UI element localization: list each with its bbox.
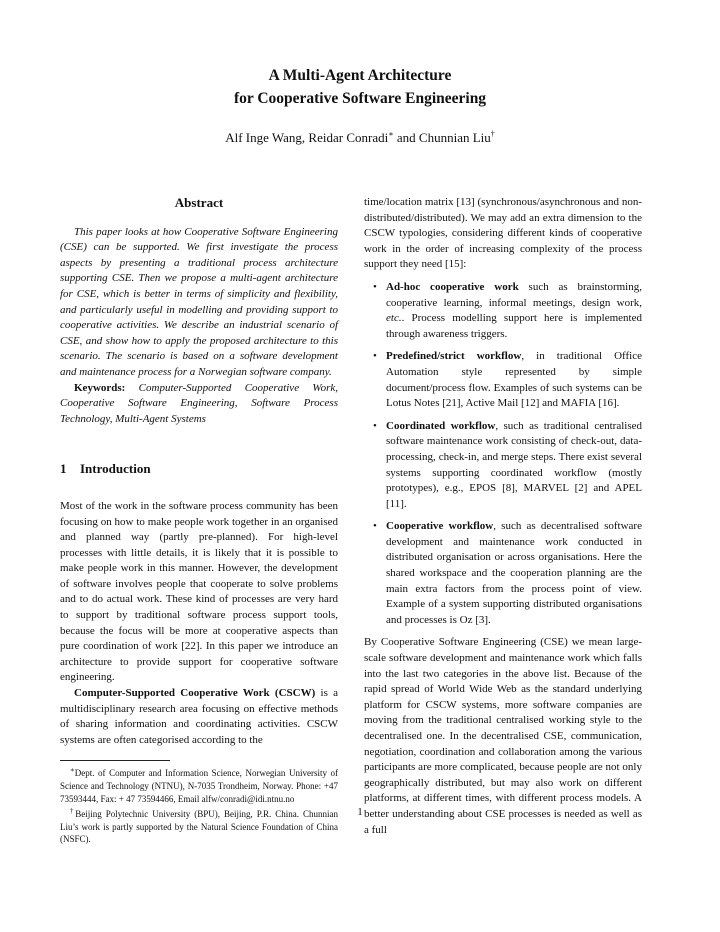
list-item-term: Ad-hoc cooperative work bbox=[386, 280, 519, 293]
authors-main: Alf Inge Wang, Reidar Conradi bbox=[225, 130, 389, 145]
page-number: 1 bbox=[357, 806, 363, 818]
list-item-text: such as brainstorming, cooperative learning, informal meetings, design work, bbox=[386, 280, 642, 309]
right-column bbox=[364, 195, 642, 838]
intro-paragraph-2-text: is a multidisciplinary research area focusing on effective methods of sharing information and coordinating activities. CSCW systems are often categorised according to the bbox=[60, 687, 338, 746]
footnote-1 bbox=[60, 764, 338, 805]
footnote-divider bbox=[60, 760, 170, 761]
keywords-label: Keywords: bbox=[74, 381, 126, 394]
section-title: Introduction bbox=[80, 461, 151, 477]
list-item bbox=[364, 419, 642, 513]
list-item bbox=[364, 349, 642, 411]
list-item bbox=[364, 280, 642, 342]
footnote-2-mark: † bbox=[70, 807, 76, 816]
list-item-text: , such as traditional centralised software maintenance work consisting of check-out, data-processing, check-in, and merge steps. There exist several systems supporting coordinated workflow (mostly prototypes), e.g., EPOS [8], MARVEL [2] and APEL [11]. bbox=[386, 419, 642, 510]
list-item-text: , such as decentralised software development and maintenance work conducted in distributed organisation or across organisations. Here the shared workspace and the cooperation planning are the main extra factors from the process point of view. Example of a system supporting distributed organisations and processes is Oz [3]. bbox=[386, 520, 642, 626]
list-item-text-tail: . Process modelling support here is implemented through awareness triggers. bbox=[386, 312, 642, 340]
keywords bbox=[60, 381, 338, 428]
abstract-heading: Abstract bbox=[174, 195, 224, 210]
bullet-icon: • bbox=[373, 350, 377, 363]
right-intro-paragraph: time/location matrix [13] (synchronous/asynchronous and non-distributed/distributed). We may add an extra dimension to the CSCW typologies, considering different kinds of cooperative work in the order of increasing complexity of the process support they need [15]: bbox=[364, 196, 642, 271]
paper-title bbox=[0, 64, 720, 110]
left-column bbox=[60, 195, 338, 846]
intro-paragraph-2 bbox=[60, 686, 338, 748]
list-item-italic: etc. bbox=[386, 312, 402, 325]
section-number: 1 bbox=[60, 461, 67, 477]
list-item-term: Predefined/strict workflow bbox=[386, 350, 522, 363]
cse-definition-paragraph: By Cooperative Software Engineering (CSE) we mean large-scale software development and maintenance work which falls into the last two categories in the above list. Because of the rapid spread of World Wide Web as the standard underlying platform for CSCW systems, more software companies are moving from the traditional centralised working style to the decentralised one. In the decentralised CSE, communication, negotiation, coordination and collaboration among the various participants are more complicated, because people are not only geographically distributed, but may also work on different platforms, at different times, with different process models. A better understanding about CSE processes is needed as well as a full bbox=[364, 636, 642, 836]
intro-paragraph-1: Most of the work in the software process community has been focusing on how to make people work together in an organised and planned way (partly pre-planned). For high-level processes with little details, it is likely that it is possible to make people work in this manner. However, the development of software involves people that cooperate to solve problems and to do actual work. These kind of processes are very hard to support by traditional software process support tools, because the focus will be more at cooperative aspects than pure coordination of work [22]. In this paper we introduce an architecture to provide support for cooperative software engineering. bbox=[60, 499, 338, 684]
keywords-text: Computer-Supported Cooperative Work, Cooperative Software Engineering, Software Process Technology, Multi-Agent Systems bbox=[60, 381, 338, 425]
cooperative-work-list bbox=[364, 280, 642, 628]
footnote-2-text: Beijing Polytechnic University (BPU), Beijing, P.R. China. Chunnian Liu’s work is partly supported by the Natural Science Foundation of China (NSFC). bbox=[60, 809, 338, 845]
bullet-icon: • bbox=[373, 520, 377, 533]
abstract-body: This paper looks at how Cooperative Software Engineering (CSE) can be supported. We first investigate the process aspects by presenting a traditional process architecture supporting CSE. Then we propose a multi-agent architecture for CSE, which is better in terms of simplicity and flexibility, and particularly useful in modelling and providing support to cooperative activities. We describe an industrial scenario of CSE, and show how to apply the proposed architecture to this scenario. The scenario is based on a software development and maintenance process for a Norwegian software company. bbox=[60, 225, 338, 378]
footnote-1-text: Dept. of Computer and Information Science, Norwegian University of Science and Technology (NTNU), N-7035 Trondheim, Norway. Phone: +47 73593444, Fax: + 47 73594466, Email alfw/conradi@idi.ntnu.no bbox=[60, 768, 338, 804]
author-list bbox=[0, 130, 720, 146]
bullet-icon: • bbox=[373, 280, 377, 293]
list-item bbox=[364, 519, 642, 628]
author-footnote-mark-2: † bbox=[490, 129, 495, 139]
cscw-term: Computer-Supported Cooperative Work (CSCW) bbox=[74, 687, 316, 700]
list-item-term: Coordinated workflow bbox=[386, 419, 496, 432]
footnote-1-mark: ∗ bbox=[70, 766, 75, 775]
title-line-1: A Multi-Agent Architecture bbox=[268, 67, 452, 84]
list-item-term: Cooperative workflow bbox=[386, 520, 494, 533]
author-footnote-mark-1: ∗ bbox=[388, 129, 394, 139]
bullet-icon: • bbox=[373, 419, 377, 432]
list-item-text: , in traditional Office Automation style represented by simple document/process flow. Examples of such systems can be Lotus Notes [21], Active Mail [12] and MAFIA [16]. bbox=[386, 350, 642, 410]
section-heading-introduction bbox=[60, 461, 338, 477]
authors-and: and Chunnian Liu bbox=[393, 130, 491, 145]
title-line-2: for Cooperative Software Engineering bbox=[233, 90, 487, 107]
